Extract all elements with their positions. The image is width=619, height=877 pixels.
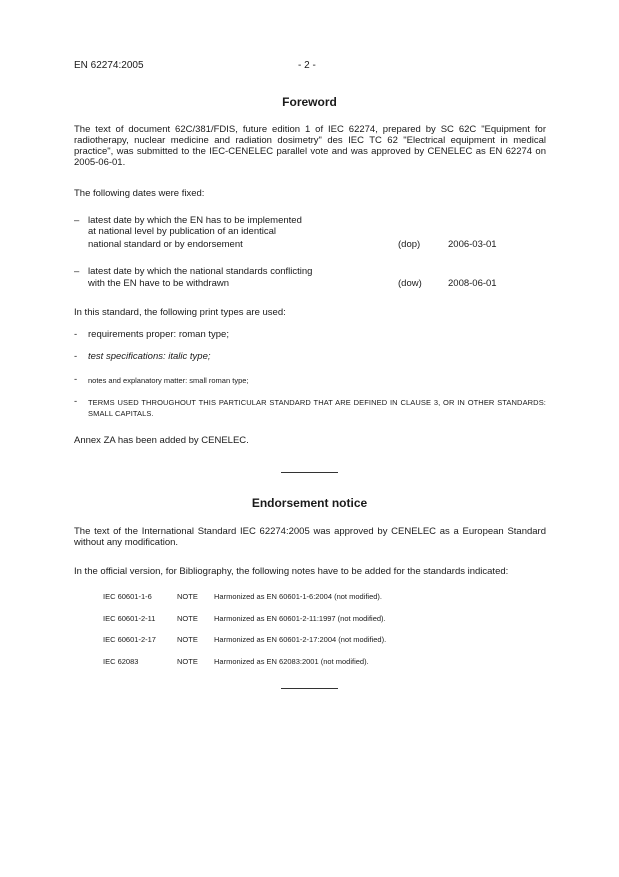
section-divider [281,472,338,473]
date-item-dash: – [74,215,80,226]
annex-note: Annex ZA has been added by CENELEC. [74,435,249,446]
print-type-small-capitals: TERMS USED THROUGHOUT THIS PARTICULAR STANDARD THAT ARE DEFINED IN CLAUSE 3, OR IN OTHER STANDARDS: SMALL CAPITALS. [88,398,546,418]
date-item-line: latest date by which the national standards conflicting [88,266,313,277]
foreword-intro: The text of document 62C/381/FDIS, future edition 1 of IEC 62274, prepared by SC 62C "Equipment for radiotherapy, nuclear medicine and radiation dosimetry" des IEC TC 62 "Electrical equipment in medical practice", was submitted to the IEC-CENELEC parallel vote and was approved by CENELEC as EN 62274 on 2005-06-01. [74,124,546,168]
date-item-dash: – [74,266,80,277]
section-divider [281,688,338,689]
dates-intro: The following dates were fixed: [74,188,205,199]
bib-standard: IEC 62083 [103,657,139,666]
date-item-code: (dow) [398,278,422,289]
list-bullet: - [74,351,78,362]
bib-standard: IEC 60601-2-11 [103,614,156,623]
date-item-line: national standard or by endorsement [88,239,243,250]
header-page-number: - 2 - [298,60,316,71]
bib-note-text: Harmonized as EN 62083:2001 (not modified). [214,657,369,666]
bib-note-label: NOTE [177,614,198,623]
date-item-line: with the EN have to be withdrawn [88,278,229,289]
bib-note-text: Harmonized as EN 60601-2-17:2004 (not modified). [214,635,387,644]
bibliography-intro: In the official version, for Bibliography, the following notes have to be added for the standards indicated: [74,566,509,577]
date-item-line: latest date by which the EN has to be implemented [88,215,302,226]
print-type-italic: test specifications: italic type; [88,351,211,362]
foreword-title: Foreword [282,95,337,109]
print-type-small-roman: notes and explanatory matter: small roman type; [88,376,249,385]
header-doc-id: EN 62274:2005 [74,60,144,71]
bib-note-label: NOTE [177,635,198,644]
bib-standard: IEC 60601-2-17 [103,635,156,644]
date-item-date: 2006-03-01 [448,239,497,250]
bib-note-label: NOTE [177,592,198,601]
bib-standard: IEC 60601-1-6 [103,592,152,601]
endorsement-text: The text of the International Standard IEC 62274:2005 was approved by CENELEC as a European Standard without any modification. [74,526,546,548]
bib-note-text: Harmonized as EN 60601-1-6:2004 (not modified). [214,592,383,601]
date-item-line: at national level by publication of an identical [88,226,277,237]
list-bullet: - [74,396,78,407]
list-bullet: - [74,374,78,385]
endorsement-title: Endorsement notice [251,496,368,510]
date-item-date: 2008-06-01 [448,278,497,289]
list-bullet: - [74,329,78,340]
print-types-intro: In this standard, the following print types are used: [74,307,286,318]
date-item-code: (dop) [398,239,421,250]
bib-note-label: NOTE [177,657,198,666]
bib-note-text: Harmonized as EN 60601-2-11:1997 (not modified). [214,614,386,623]
print-type-roman: requirements proper: roman type; [88,329,229,340]
